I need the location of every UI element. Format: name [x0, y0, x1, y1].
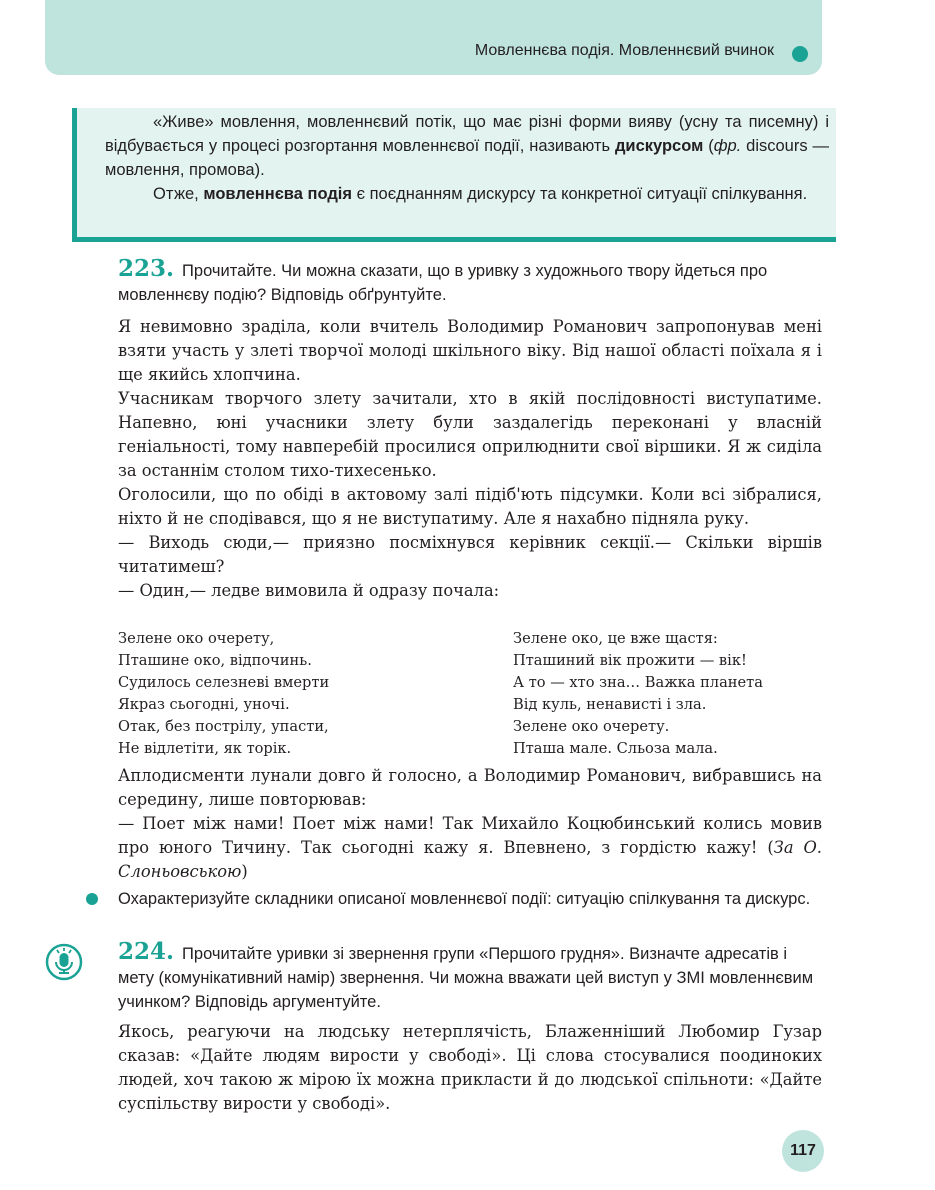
- prose-text: — Поет між нами! Поет між нами! Так Михайло Коцюбинський колись мовив про юного Тичину. Так сьогодні кажу я. Впевнено, з гордістю кажу! (: [118, 814, 822, 857]
- term-speech-event: мовленнєва подія: [203, 185, 353, 203]
- poem-line: Отак, без пострілу, упасти,: [118, 718, 329, 735]
- definition-text: [105, 110, 829, 206]
- task-224-prose: [118, 1020, 822, 1116]
- task-223-prose: [118, 315, 822, 603]
- poem-line: Зелене око очерету.: [513, 718, 670, 735]
- poem-line: Зелене око очерету,: [118, 630, 275, 647]
- definition-text-part: є поєднанням дискурсу та конкретної ситуації спілкування.: [352, 185, 808, 203]
- task-224-number: 224.: [118, 938, 175, 965]
- page-number: 117: [782, 1130, 824, 1172]
- task-223-instruction: Прочитайте. Чи можна сказати, що в уривку з художнього твору йдеться про мовленнєву подію? Відповідь обґрунтуйте.: [118, 262, 768, 304]
- poem-right-column: [513, 628, 763, 760]
- source-attribution: За О. Слоньовською: [118, 838, 822, 881]
- poem-line: Пташиний вік прожити — вік!: [513, 652, 747, 669]
- poem-line: Від куль, ненависті і зла.: [513, 696, 707, 713]
- poem-line: Судилось селезневі вмерти: [118, 674, 330, 691]
- poem-line: А то — хто зна… Важка планета: [513, 674, 763, 691]
- task-223-ending: [118, 764, 822, 884]
- poem-line: Пташа мале. Сльоза мала.: [513, 740, 718, 757]
- prose-paragraph: [118, 812, 822, 884]
- prose-paragraph: — Один,— ледве вимовила й одразу почала:: [118, 581, 500, 600]
- prose-text: ): [241, 862, 248, 881]
- definition-text-part: (: [703, 137, 714, 155]
- prose-paragraph: Я невимовно зраділа, коли вчитель Володимир Романович запропонував мені взяти участь у злеті творчої молоді шкільного віку. Від нашої області поїхала я і ще якийсь хлопчина.: [118, 317, 822, 384]
- task-224-instruction: Прочитайте уривки зі звернення групи «Першого грудня». Визначте адресатів і мету (комунікативний намір) звернення. Чи можна вважати цей виступ у ЗМІ мовленнєвим учинком? Відповідь аргументуйте.: [118, 945, 814, 1011]
- prose-paragraph: Аплодисменти лунали довго й голосно, а Володимир Романович, вибравшись на середину, лише повторював:: [118, 766, 822, 809]
- prose-paragraph: Якось, реагуючи на людську нетерплячість, Блаженніший Любомир Гузар сказав: «Дайте людям вирости у свободі». Ці слова стосувалися поодиноких людей, хоч такою ж мірою їх можна прикласти й до людської спільноти: «Дайте суспільству вирости у свободі».: [118, 1022, 822, 1113]
- definition-paragraph-1: [105, 110, 829, 182]
- bullet-dot-icon: [86, 893, 98, 905]
- definition-text-part: discours — мовлення, промова).: [105, 137, 829, 179]
- task-224-heading: [118, 940, 822, 1014]
- poem-line: Якраз сьогодні, уночі.: [118, 696, 290, 713]
- definition-text-part: Отже,: [153, 185, 204, 203]
- task-223-question: Охарактеризуйте складники описаної мовленнєвої події: ситуацію спілкування та дискурс.: [118, 890, 811, 908]
- header-band: [45, 0, 822, 75]
- prose-paragraph: Оголосили, що по обіді в актовому залі підіб'ють підсумки. Коли всі зібралися, ніхто й не сподівався, що я не виступатиму. Але я нахабно підняла руку.: [118, 485, 822, 528]
- definition-box: [72, 108, 836, 242]
- poem-line: Пташине око, відпочинь.: [118, 652, 312, 669]
- poem-line: Не відлетіти, як торік.: [118, 740, 292, 757]
- definition-paragraph-2: [105, 182, 829, 206]
- abbr-fr: фр.: [713, 137, 742, 155]
- term-discourse: дискурсом: [614, 137, 704, 155]
- poem: [118, 628, 822, 762]
- prose-paragraph: Учасникам творчого злету зачитали, хто в якій послідовності виступатиме. Напевно, юні учасники злету були заздалегідь переконані у власній геніальності, тому навперебій просилися оприлюднити свої віршики. Я ж сиділа за останнім столом тихо-тихесенько.: [118, 389, 822, 480]
- definition-text-part: «Живе» мовлення, мовленнєвий потік, що має різні форми вияву (усну та писемну) і відбувається у процесі розгортання мовленнєвої події, називають: [105, 113, 829, 155]
- poem-left-column: [118, 628, 329, 760]
- header-dot-icon: [792, 46, 808, 62]
- task-223-heading: [118, 257, 822, 307]
- task-223-number: 223.: [118, 255, 175, 282]
- prose-paragraph: — Виходь сюди,— приязно посміхнувся керівник секції.— Скільки віршів читатимеш?: [118, 533, 822, 576]
- header-title: Мовленнєва подія. Мовленнєвий вчинок: [474, 42, 774, 59]
- microphone-icon: [45, 943, 83, 981]
- poem-line: Зелене око, це вже щастя:: [513, 630, 718, 647]
